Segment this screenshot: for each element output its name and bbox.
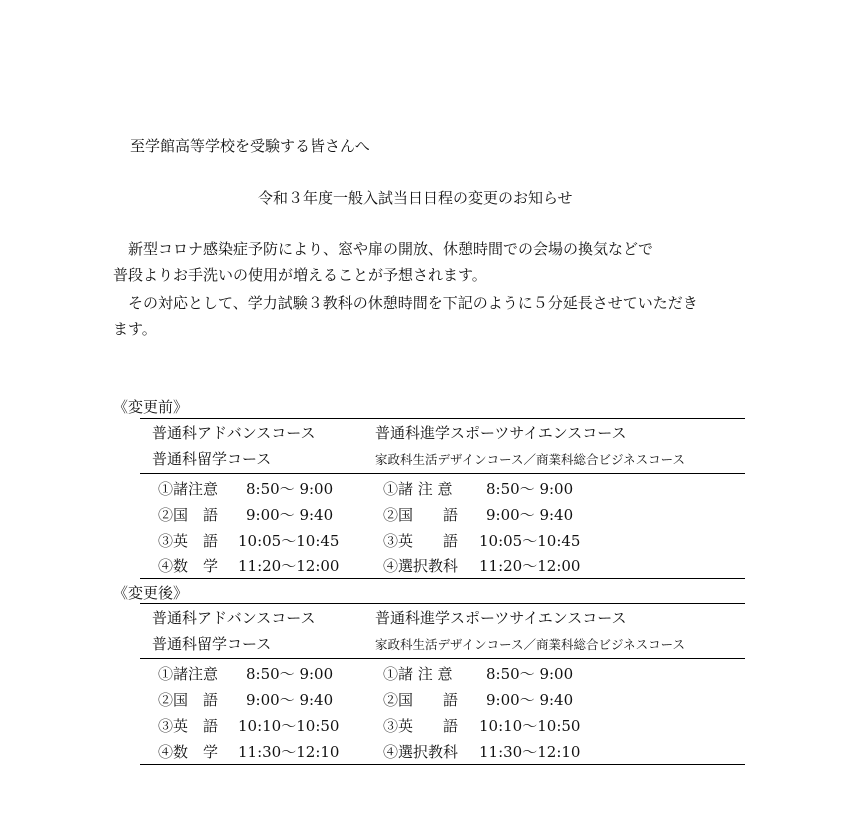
right-row-time: 10:05～10:45 bbox=[479, 532, 581, 550]
left-row-label: ③英 語 bbox=[158, 717, 219, 735]
right-row-time: 8:50～ 9:00 bbox=[486, 665, 574, 683]
right-row-time: 8:50～ 9:00 bbox=[486, 480, 574, 498]
right-row-label: ③英 語 bbox=[383, 717, 459, 735]
right-row-label: ④選択教科 bbox=[383, 557, 459, 575]
left-row-label: ④数 学 bbox=[158, 743, 219, 761]
right-row-label: ①諸 注 意 bbox=[383, 480, 453, 498]
left-row-time: 11:20～12:00 bbox=[238, 557, 340, 575]
right-row-label: ②国 語 bbox=[383, 691, 459, 709]
right-row-label: ①諸 注 意 bbox=[383, 665, 453, 683]
left-row-label: ③英 語 bbox=[158, 532, 219, 550]
right-course-1: 普通科進学スポーツサイエンスコース bbox=[375, 424, 627, 442]
left-course-1: 普通科アドバンスコース bbox=[152, 609, 316, 627]
body-p2-line1: その対応として、学力試験３教科の休憩時間を下記のように５分延長させていただき bbox=[128, 294, 698, 312]
divider bbox=[140, 473, 745, 474]
left-row-time: 10:05～10:45 bbox=[238, 532, 340, 550]
left-course-1: 普通科アドバンスコース bbox=[152, 424, 316, 442]
left-row-label: ①諸注意 bbox=[158, 665, 219, 683]
divider bbox=[140, 603, 745, 604]
divider bbox=[140, 764, 745, 765]
divider bbox=[140, 578, 745, 579]
right-row-time: 11:20～12:00 bbox=[479, 557, 581, 575]
left-row-label: ④数 学 bbox=[158, 557, 219, 575]
left-row-time: 8:50～ 9:00 bbox=[246, 480, 334, 498]
right-course-1: 普通科進学スポーツサイエンスコース bbox=[375, 609, 627, 627]
greeting: 至学館高等学校を受験する皆さんへ bbox=[130, 137, 370, 155]
notice-title: 令和３年度一般入試当日日程の変更のお知らせ bbox=[258, 189, 573, 207]
right-row-label: ④選択教科 bbox=[383, 743, 459, 761]
body-p1-line2: 普段よりお手洗いの使用が増えることが予想されます。 bbox=[113, 266, 487, 284]
body-p1-line1: 新型コロナ感染症予防により、窓や扉の開放、休憩時間での会場の換気などで bbox=[128, 240, 654, 258]
body-p2-line2: ます。 bbox=[113, 320, 157, 338]
left-row-time: 11:30～12:10 bbox=[238, 743, 340, 761]
left-row-time: 9:00～ 9:40 bbox=[246, 691, 334, 709]
divider bbox=[140, 418, 745, 419]
left-course-2: 普通科留学コース bbox=[152, 635, 272, 653]
right-row-time: 11:30～12:10 bbox=[479, 743, 581, 761]
left-course-2: 普通科留学コース bbox=[152, 450, 272, 468]
right-row-time: 9:00～ 9:40 bbox=[486, 691, 574, 709]
right-row-label: ③英 語 bbox=[383, 532, 459, 550]
left-row-label: ①諸注意 bbox=[158, 480, 219, 498]
right-row-time: 10:10～10:50 bbox=[479, 717, 581, 735]
right-row-label: ②国 語 bbox=[383, 506, 459, 524]
left-row-time: 8:50～ 9:00 bbox=[246, 665, 334, 683]
section-heading: 《変更前》 bbox=[113, 398, 189, 416]
section-heading: 《変更後》 bbox=[113, 584, 189, 602]
divider bbox=[140, 658, 745, 659]
left-row-label: ②国 語 bbox=[158, 691, 219, 709]
right-course-2: 家政科生活デザインコース／商業科総合ビジネスコース bbox=[375, 637, 686, 652]
left-row-time: 10:10～10:50 bbox=[238, 717, 340, 735]
left-row-time: 9:00～ 9:40 bbox=[246, 506, 334, 524]
right-course-2: 家政科生活デザインコース／商業科総合ビジネスコース bbox=[375, 452, 686, 467]
right-row-time: 9:00～ 9:40 bbox=[486, 506, 574, 524]
left-row-label: ②国 語 bbox=[158, 506, 219, 524]
